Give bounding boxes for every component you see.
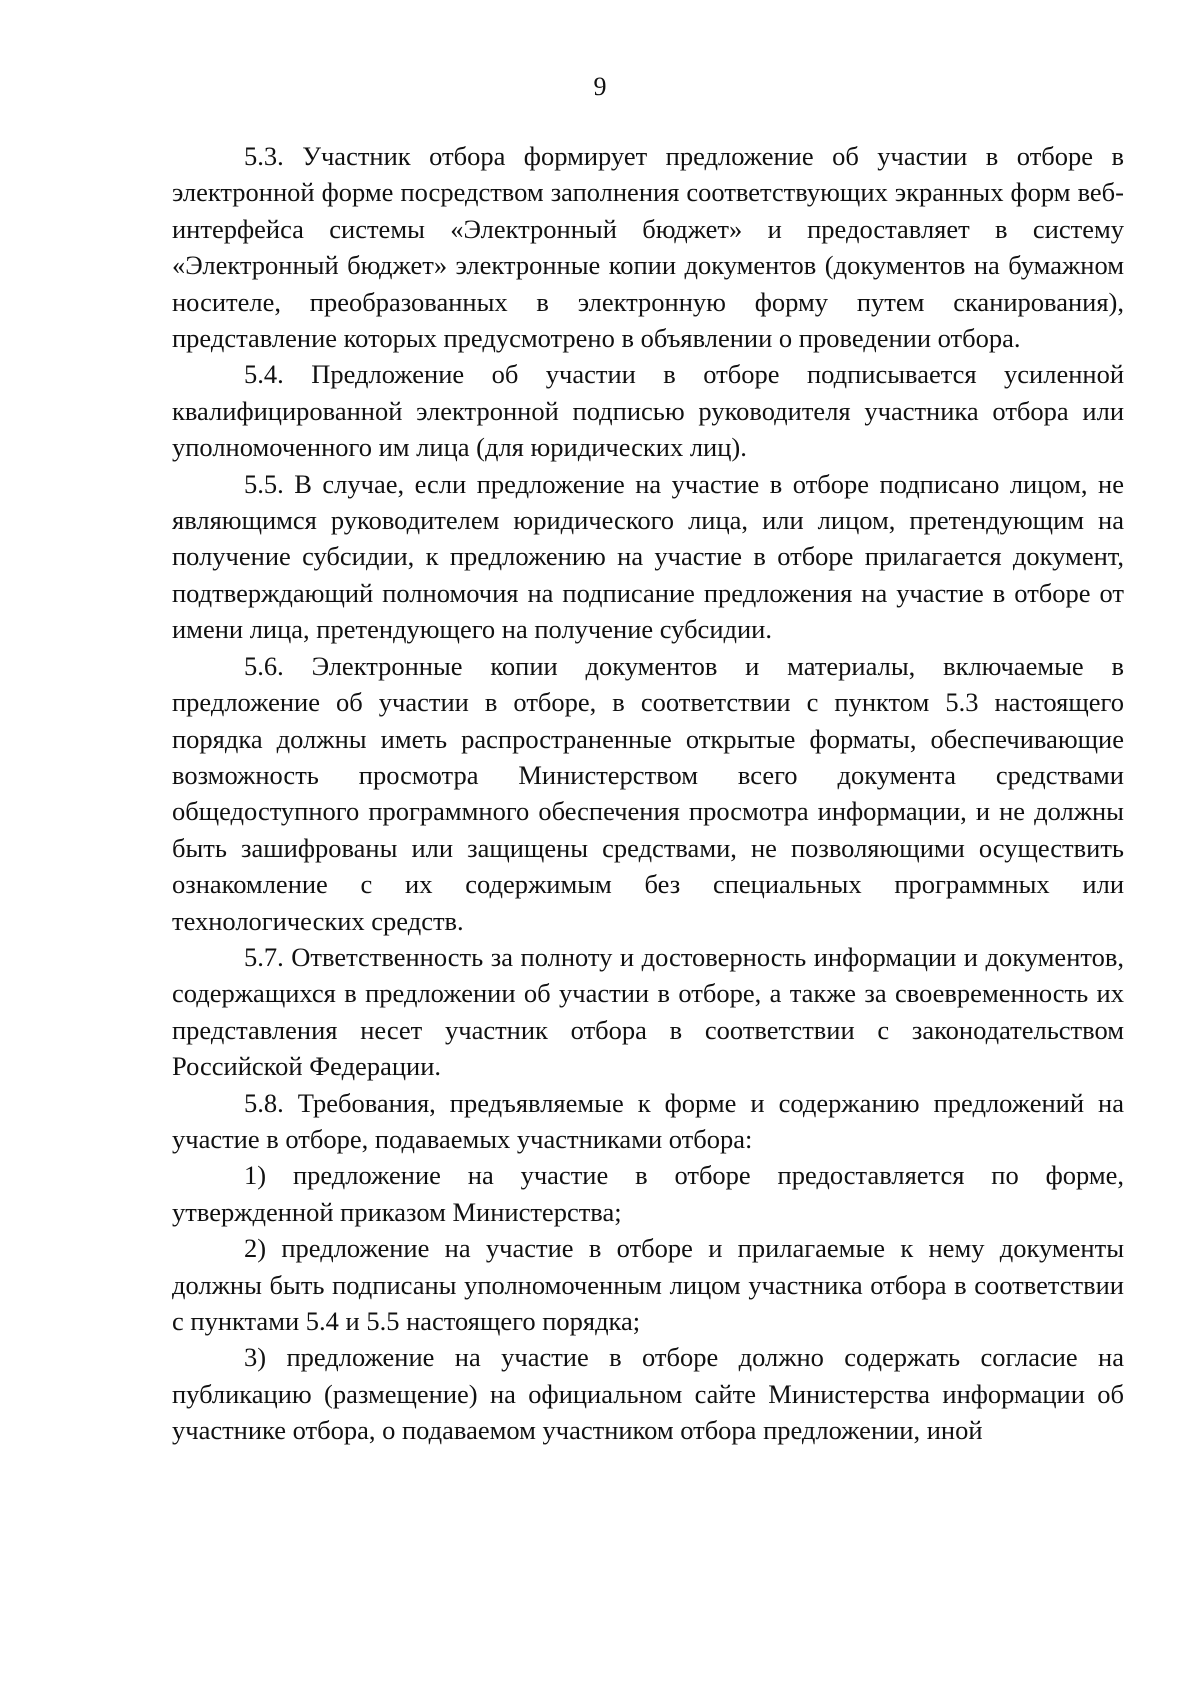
page-number: 9 xyxy=(593,72,607,101)
document-body xyxy=(172,138,1124,1449)
paragraph-5-7: 5.7. Ответственность за полноту и достоверность информации и документов, содержащихся в предложении об участии в отборе, а также за своевременность их представления несет участник отбора в соответствии с законодательством Российской Федерации. xyxy=(172,941,1124,1082)
list-item-1: 1) предложение на участие в отборе предоставляется по форме, утвержденной приказом Министерства; xyxy=(172,1160,1124,1227)
paragraph-5-6: 5.6. Электронные копии документов и материалы, включаемые в предложение об участии в отборе, в соответствии с пунктом 5.3 настоящего порядка должны иметь распространенные открытые форматы, обеспечивающие возможность просмотра Министерством всего документа средствами общедоступного программного обеспечения просмотра информации, и не должны быть зашифрованы или защищены средствами, не позволяющими осуществить ознакомление с их содержимым без специальных программных или технологических средств. xyxy=(172,650,1124,936)
paragraph-5-8: 5.8. Требования, предъявляемые к форме и содержанию предложений на участие в отборе, подаваемых участниками отбора: xyxy=(172,1087,1124,1154)
paragraph-5-5: 5.5. В случае, если предложение на участие в отборе подписано лицом, не являющимся руководителем юридического лица, или лицом, претендующим на получение субсидии, к предложению на участие в отборе прилагается документ, подтверждающий полномочия на подписание предложения на участие в отборе от имени лица, претендующего на получение субсидии. xyxy=(172,468,1124,645)
paragraph-5-4: 5.4. Предложение об участии в отборе подписывается усиленной квалифицированной электронной подписью руководителя участника отбора или уполномоченного им лица (для юридических лиц). xyxy=(172,359,1124,463)
list-item-3: 3) предложение на участие в отборе должно содержать согласие на публикацию (размещение) на официальном сайте Министерства информации об участнике отбора, о подаваемом участником отбора предложении, иной xyxy=(172,1342,1124,1446)
paragraph-5-3: 5.3. Участник отбора формирует предложение об участии в отборе в электронной форме посредством заполнения соответствующих экранных форм веб-интерфейса системы «Электронный бюджет» и предоставляет в систему «Электронный бюджет» электронные копии документов (документов на бумажном носителе, преобразованных в электронную форму путем сканирования), представление которых предусмотрено в объявлении о проведении отбора. xyxy=(172,141,1124,354)
list-item-2: 2) предложение на участие в отборе и прилагаемые к нему документы должны быть подписаны уполномоченным лицом участника отбора в соответствии с пунктами 5.4 и 5.5 настоящего порядка; xyxy=(172,1233,1124,1336)
